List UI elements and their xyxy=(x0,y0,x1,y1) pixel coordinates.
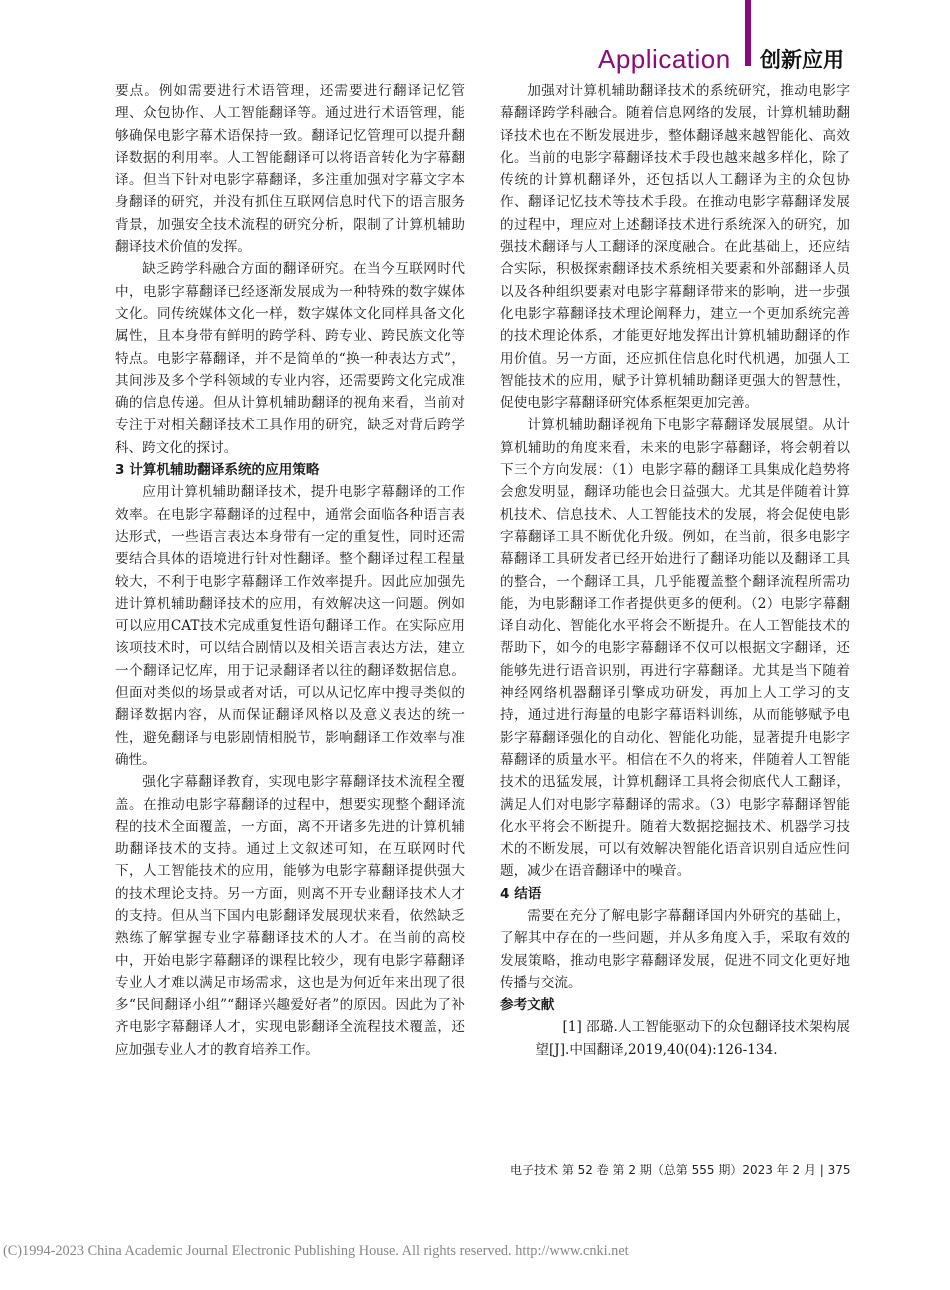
copyright-line: (C)1994-2023 China Academic Journal Electronic Publishing House. All rights reserved. http://www.cnki.net xyxy=(3,1243,629,1259)
section-label-en: Application xyxy=(598,44,731,74)
paragraph: 加强对计算机辅助翻译技术的系统研究，推动电影字幕翻译跨学科融合。随着信息网络的发展，计算机辅助翻译技术也在不断发展进步，整体翻译越来越智能化、高效化。当前的电影字幕翻译技术手段也越来越多样化，除了传统的计算机翻译外，还包括以人工翻译为主的众包协作、翻译记忆技术等技术手段。在推动电影字幕翻译发展的过程中，理应对上述翻译技术进行系统深入的研究，加强技术翻译与人工翻译的深度融合。在此基础上，还应结合实际，积极探索翻译技术系统相关要素和外部翻译人员以及各种组织要素对电影字幕翻译带来的影响，进一步强化电影字幕翻译技术理论阐释力，建立一个更加系统完善的技术理论体系，才能更好地发挥出计算机辅助翻译的作用价值。另一方面，还应抓住信息化时代机遇，加强人工智能技术的应用，赋予计算机辅助翻译更强大的智慧性，促使电影字幕翻译研究体系框架更加完善。 xyxy=(500,83,850,412)
references-heading: 参考文献 xyxy=(500,997,555,1014)
right-column xyxy=(500,80,850,1061)
paragraph: 要点。例如需要进行术语管理，还需要进行翻译记忆管理、众包协作、人工智能翻译等。通过进行术语管理，能够确保电影字幕术语保持一致。翻译记忆管理可以提升翻译数据的利用率。人工智能翻译可以将语音转化为字幕翻译。但当下针对电影字幕翻译，多注重加强对字幕文字本身翻译的研究，并没有抓住互联网信息时代下的语言服务背景，加强安全技术流程的研究分析，限制了计算机辅助翻译技术价值的发挥。 xyxy=(115,83,465,256)
paragraph: 强化字幕翻译教育，实现电影字幕翻译技术流程全覆盖。在推动电影字幕翻译的过程中，想要实现整个翻译流程的技术全面覆盖，一方面，离不开诸多先进的计算机辅助翻译技术的支持。通过上文叙述可知，在互联网时代下，人工智能技术的应用，能够为电影字幕翻译提供强大的技术理论支持。另一方面，则离不开专业翻译技术人才的支持。但从当下国内电影翻译发展现状来看，依然缺乏熟练了解掌握专业字幕翻译技术的人才。在当前的高校中，开始电影字幕翻译的课程比较少，现有电影字幕翻译专业人才难以满足市场需求，这也是为何近年来出现了很多“民间翻译小组”“翻译兴趣爱好者”的原因。因此为了补齐电影字幕翻译人才，实现电影翻译全流程技术覆盖，还应加强专业人才的教育培养工作。 xyxy=(115,774,465,1058)
section-heading: 4 结语 xyxy=(500,885,542,902)
paragraph: 计算机辅助翻译视角下电影字幕翻译发展展望。从计算机辅助的角度来看，未来的电影字幕翻译，将会朝着以下三个方向发展：（1）电影字幕的翻译工具集成化趋势将会愈发明显，翻译功能也会日益强大。尤其是伴随着计算机技术、信息技术、人工智能技术的发展，将会促使电影字幕翻译工具不断优化升级。例如，在当前，很多电影字幕翻译工具研发者已经开始进行了翻译功能以及翻译工具的整合，一个翻译工具，几乎能覆盖整个翻译流程所需功能，为电影翻译工作者提供更多的便利。（2）电影字幕翻译自动化、智能化水平将会不断提升。在人工智能技术的帮助下，如今的电影字幕翻译不仅可以根据文字翻译，还能够先进行语音识别，再进行字幕翻译。尤其是当下随着神经网络机器翻译引擎成功研发，再加上人工学习的支持，通过进行海量的电影字幕语料训练，从而能够赋予电影字幕翻译强化的自动化、智能化功能，显著提升电影字幕翻译的质量水平。相信在不久的将来，伴随着人工智能技术的迅猛发展，计算机翻译工具将会彻底代人工翻译，满足人们对电影字幕翻译的需求。（3）电影字幕翻译智能化水平将会不断提升。随着大数据挖掘技术、机器学习技术的不断发展，可以有效解决智能化语音识别自适应性问题，减少在语音翻译中的噪音。 xyxy=(500,417,850,880)
left-column xyxy=(115,80,465,1061)
paragraph: 缺乏跨学科融合方面的翻译研究。在当今互联网时代中，电影字幕翻译已经逐渐发展成为一种特殊的数字媒体文化。同传统媒体文化一样，数字媒体文化同样具备文化属性，且本身带有鲜明的跨学科、跨专业、跨民族文化等特点。电影字幕翻译，并不是简单的“换一种表达方式”，其间涉及多个学科领域的专业内容，还需要跨文化完成准确的信息传递。但从计算机辅助翻译的视角来看，当前对专注于对相关翻译技术工具作用的研究，缺乏对背后跨学科、跨文化的探讨。 xyxy=(115,261,465,456)
journal-footer: 电子技术 第 52 卷 第 2 期（总第 555 期）2023 年 2 月 | 375 xyxy=(510,1163,851,1177)
paragraph: 应用计算机辅助翻译技术，提升电影字幕翻译的工作效率。在电影字幕翻译的过程中，通常会面临各种语言表达形式，一些语言表达本身带有一定的重复性，同时还需要结合具体的语境进行针对性翻译。整个翻译过程工程量较大，不利于电影字幕翻译工作效率提升。因此应加强先进计算机辅助翻译技术的应用，有效解决这一问题。例如可以应用CAT技术完成重复性语句翻译工作。在实际应用该项技术时，可以结合剧情以及相关语言表达方法，建立一个翻译记忆库，用于记录翻译者以往的翻译数据信息。但面对类似的场景或者对话，可以从记忆库中搜寻类似的翻译数据内容，从而保证翻译风格以及意义表达的统一性，避免翻译与电影剧情相脱节，影响翻译工作效率与准确性。 xyxy=(115,484,465,768)
section-heading: 3 计算机辅助翻译系统的应用策略 xyxy=(115,462,320,479)
section-label-zh: 创新应用 xyxy=(760,48,844,72)
reference-item: [1] 邵璐.人工智能驱动下的众包翻译技术架构展望[J].中国翻译,2019,40(04):126-134. xyxy=(535,1019,850,1058)
paragraph: 需要在充分了解电影字幕翻译国内外研究的基础上，了解其中存在的一些问题，并从多角度入手，采取有效的发展策略，推动电影字幕翻译发展，促进不同文化更好地传播与交流。 xyxy=(500,907,850,991)
header-accent-bar xyxy=(745,0,751,66)
